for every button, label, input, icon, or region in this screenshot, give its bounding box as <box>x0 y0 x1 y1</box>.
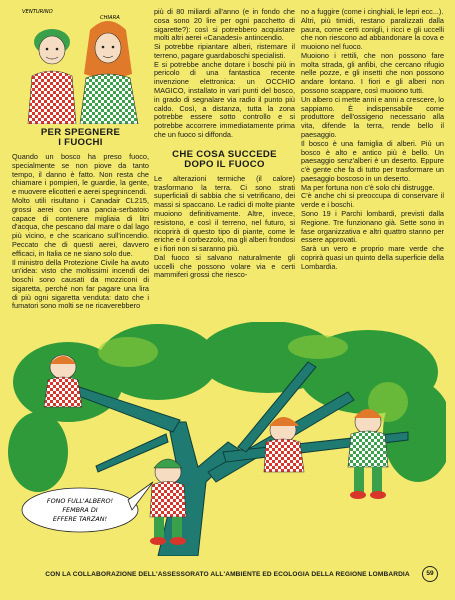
column-3 <box>301 8 444 271</box>
paragraph: Molto utili risultano i Canadair CL215, grossi aerei con una pancia-serbatoio capace di contenere migliaia di litri d'acqua, che pescano dal mare o dal lago più vicino, e che scaricano sull'incendio. Peccato che di questi aerei, davvero efficaci, in Italia ce ne siano solo due. <box>12 196 149 258</box>
kid-red-hair <box>264 417 304 472</box>
section1-continued <box>154 8 295 140</box>
label-chiara: CHIARA <box>100 15 120 21</box>
tree-climbing-illustration <box>8 322 446 556</box>
paragraph: Un albero ci mette anni e anni a crescere, lo sappiamo. È indispensabile come produttore dell'ossigeno necessario alla vita, difende la terra, rende bello il paesaggio. <box>301 94 444 139</box>
section2-continued <box>301 8 444 271</box>
page-number: 59 <box>422 566 438 582</box>
paragraph: Il bosco è una famiglia di alberi. Più un bosco è alto e antico più è bello. Un paesaggio senz'alberi è un deserto. Eppure c'è gente che fa di tutto per trasformare un paesaggio boscoso in un deserto. <box>301 138 444 183</box>
paragraph: no a fuggire (come i cinghiali, le lepri ecc...). <box>301 7 444 16</box>
speech-line-3: EFFERE TARZAN! <box>52 515 108 523</box>
paragraph: Le alterazioni termiche (il calore) trasformano la terra. Ci sono strati superficiali di sabbia che si vetrificano, dei massi si spaccano. Le radici di molte piante muoiono definitivamente. Altre, invece, resistono, e così il terreno, nel futuro, si ricoprirà di questo tipo di piante, come le eriche e il corbezzolo, ma gli alberi frondosi e i fiori non si saranno più. <box>154 173 295 254</box>
paragraph: Si potrebbe ripiantare alberi, ristemare il terreno, pagare guardaboschi specialisti. <box>154 42 295 60</box>
paragraph: Muoiono i rettili, che non possono fare molta strada, gli anfibi, che cercano rifugio nelle pozze, e gli insetti che non possono andare lontano. I fiori e gli alberi non possono scappare, così muoiono tutti. <box>301 50 444 96</box>
section2-text <box>154 175 295 280</box>
paragraph: C'è anche chi si preoccupa di conservare il verde e i boschi. <box>301 191 444 210</box>
paragraph: Sono 19 i Parchi lombardi, previsti dalla Regione. Tre funzionano già. Sette sono in fase organizzativa e altri quattro stanno per essere approvati. <box>301 208 444 245</box>
footer-credit: CON LA COLLABORAZIONE DELL'ASSESSORATO ALL'AMBIENTE ED ECOLOGIA DELLA REGIONE LOMBARDIA <box>45 571 410 578</box>
paragraph: più di 80 miliardi all'anno (e in fondo che cosa sono 20 lire per ogni pacchetto di sigarette?): così si potrebbero acquistare molti altri aerei «Canadesi» antincendio. <box>154 7 295 43</box>
kid-right <box>348 409 388 499</box>
paragraph: Altri, più timidi, restano paralizzati dalla paura, come certi conigli, i ricci e gli uccelli che non riescono ad abbandonare la cova e muoiono nel fuoco. <box>301 15 444 52</box>
label-venturino: VENTURINO <box>22 9 53 15</box>
paragraph: Il ministro della Protezione Civile ha avuto un'idea: visto che moltissimi incendi dei boschi sono causati da mozziconi di sigaretta, perché non far pagare una lira di più ogni sigaretta venduta: dato che i fumatori sono molti se ne ricaverebbero <box>12 257 149 311</box>
children-illustration <box>8 4 144 124</box>
heading-spegnere: PER SPEGNERE I FUOCHI <box>40 127 121 149</box>
paragraph: Ma per fortuna non c'è solo chi distrugge. <box>301 182 435 192</box>
column-2 <box>154 8 295 280</box>
speech-line-1: FONO FULL'ALBERO! <box>46 497 114 505</box>
paragraph: E si potrebbe anche dotare i boschi più in pericolo di una fantastica recente invenzione elettronica: un OCCHIO MAGICO, installato in vari punti del bosco, in grado di segnalare via radio il punto più caldo. Così, a distanza, tutta la zona potrebbe essere sotto controllo e si potrebbe accorrere immediatamente prima che un fuoco si diffonda. <box>154 59 295 139</box>
speech-line-2: FEMBRA DI <box>62 506 98 514</box>
paragraph: Dal fuoco si salvano naturalmente gli uccelli che possono volare via e certi mammiferi grossi che riesco- <box>154 252 295 280</box>
paragraph: Sarà un vero e proprio mare verde che coprirà quasi un quinto della superficie della Lombardia. <box>301 244 444 271</box>
heading-dopo-il-fuoco: CHE COSA SUCCEDE DOPO IL FUOCO <box>172 148 277 170</box>
column-1 <box>12 128 149 311</box>
paragraph: Quando un bosco ha preso fuoco, specialmente se non piove da tanto tempo, il danno è fatto. Non resta che chiamare i pompieri, le guardie, la gente, e muovere elicotteri e aerei spegnincendi. <box>12 152 149 197</box>
section1-text <box>12 153 149 311</box>
